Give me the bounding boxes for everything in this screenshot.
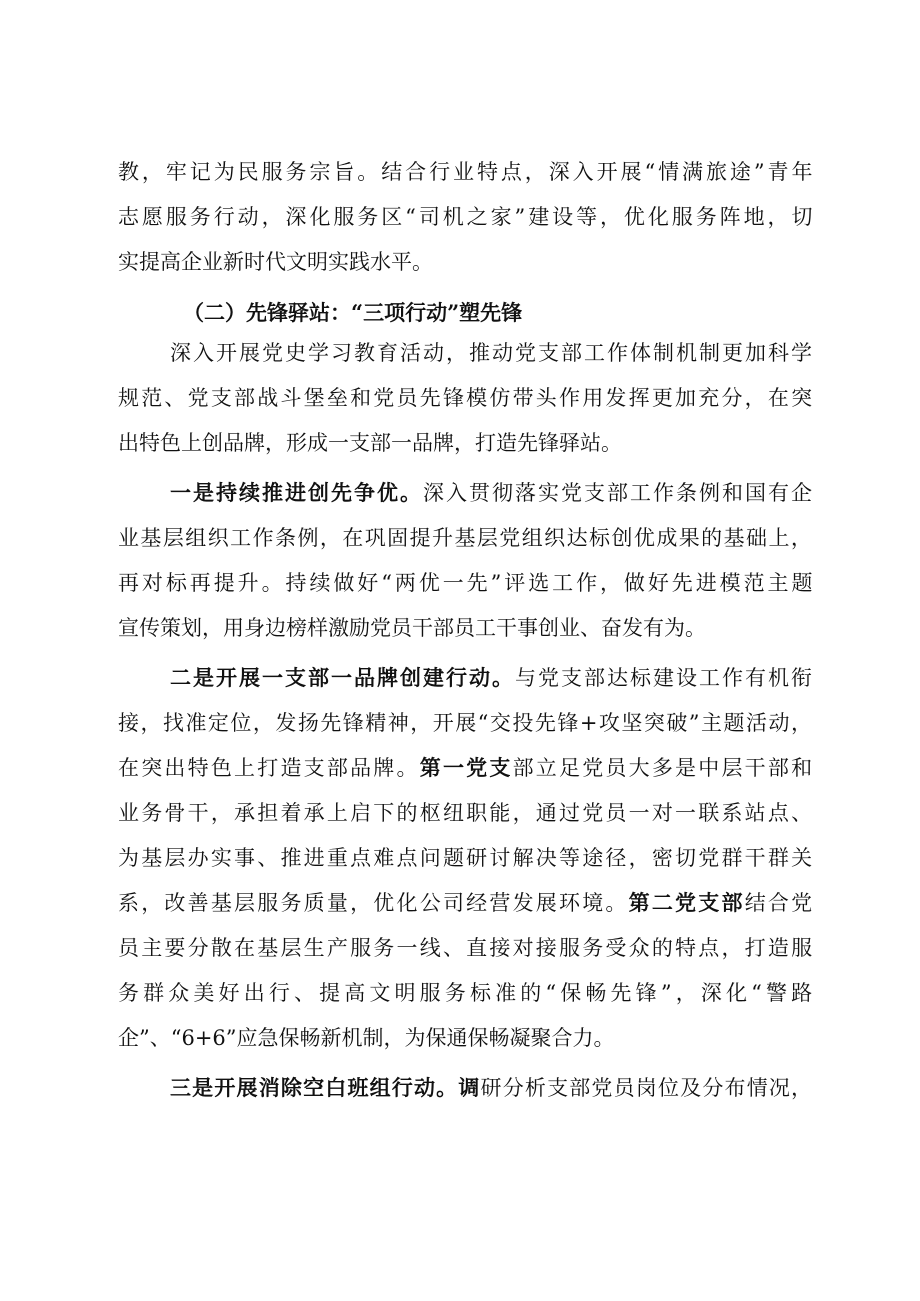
paragraph-4-line-6-b: 结合党 bbox=[744, 891, 815, 915]
paragraph-4-line-9: 企”、“6+6”应急保畅新机制，为保通保畅凝聚合力。 bbox=[118, 1026, 615, 1050]
section-heading: （二）先锋驿站：“三项行动”塑先锋 bbox=[183, 300, 523, 325]
paragraph-4-line-6-a: 系，改善基层服务质量，优化公司经营发展环境。 bbox=[118, 891, 629, 915]
paragraph-1-line-1: 教，牢记为民服务宗旨。结合行业特点，深入开展“情满旅途”青年 bbox=[118, 160, 816, 184]
paragraph-4-line-3-b: 部立足党员大多是中层干部和 bbox=[512, 756, 815, 780]
paragraph-4-line-8: 务群众美好出行、提高文明服务标准的“保畅先锋”，深化“警路 bbox=[118, 981, 817, 1005]
paragraph-4-line-3-a: 在突出特色上打造支部品牌。 bbox=[118, 756, 420, 780]
paragraph-2-line-3: 出特色上创品牌，形成一支部一品牌，打造先锋驿站。 bbox=[118, 431, 622, 455]
paragraph-3-line-3: 再对标再提升。持续做好“两优一先”评选工作，做好先进模范主题 bbox=[118, 571, 816, 595]
paragraph-1-line-2: 志愿服务行动，深化服务区“司机之家”建设等，优化服务阵地，切 bbox=[118, 205, 816, 229]
paragraph-5-line-1 bbox=[170, 1073, 813, 1103]
paragraph-4-line-5: 为基层办实事、推进重点难点问题研讨解决等途径，密切党群干群关 bbox=[118, 846, 815, 870]
paragraph-4-line-1 bbox=[170, 663, 814, 693]
paragraph-3-lead: 一是持续推进创先争优。 bbox=[170, 480, 423, 505]
first-branch-label: 第一党支 bbox=[419, 755, 513, 780]
paragraph-3-line-1-rest: 深入贯彻落实党支部工作条例和国有企 bbox=[423, 481, 814, 505]
paragraph-3-line-4: 宣传策划，用身边榜样激励党员干部员工干事创业、奋发有为。 bbox=[118, 616, 706, 640]
paragraph-4-line-3 bbox=[118, 753, 814, 783]
paragraph-3-line-1 bbox=[170, 478, 814, 508]
second-branch-label: 第二党支部 bbox=[628, 890, 745, 915]
paragraph-4-line-4: 业务骨干，承担着承上启下的枢纽职能，通过党员一对一联系站点、 bbox=[118, 801, 815, 825]
paragraph-5-lead: 三是开展消除空白班组行动。调 bbox=[170, 1075, 481, 1100]
paragraph-5-line-1-rest: 研分析支部党员岗位及分布情况， bbox=[480, 1076, 814, 1100]
paragraph-2-line-1: 深入开展党史学习教育活动，推动党支部工作体制机制更加科学 bbox=[170, 341, 814, 365]
paragraph-3-line-2: 业基层组织工作条例，在巩固提升基层党组织达标创优成果的基础上， bbox=[118, 526, 814, 550]
paragraph-1-line-3: 实提高企业新时代文明实践水平。 bbox=[118, 250, 433, 274]
paragraph-4-line-7: 员主要分散在基层生产服务一线、直接对接服务受众的特点，打造服 bbox=[118, 936, 815, 960]
paragraph-4-line-6 bbox=[118, 888, 814, 918]
paragraph-4-line-2: 接，找准定位，发扬先锋精神，开展“交投先锋+攻坚突破”主题活动， bbox=[118, 711, 814, 735]
paragraph-4-lead: 二是开展一支部一品牌创建行动。 bbox=[170, 665, 515, 690]
paragraph-4-line-1-rest: 与党支部达标建设工作有机衔 bbox=[515, 666, 814, 690]
paragraph-2-line-2: 规范、党支部战斗堡垒和党员先锋模仿带头作用发挥更加充分，在突 bbox=[118, 386, 815, 410]
